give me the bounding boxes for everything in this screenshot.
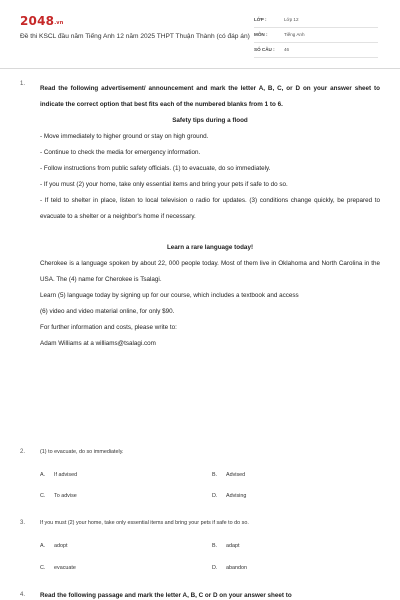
- passage-line: - Move immediately to higher ground or stay on high ground.: [40, 133, 209, 140]
- passage-2-title: Learn a rare language today!: [166, 244, 254, 251]
- question-number: 4.: [20, 592, 26, 598]
- passage-line: Cherokee is a language spoken by about 22, 000 people today. Most of them live in Oklahoma and North Carolina in the USA. The (4) name for Cherokee is Tsalagi.: [40, 260, 380, 283]
- option-c[interactable]: [40, 565, 76, 571]
- option-letter: C.: [40, 565, 46, 571]
- passage-1-title: Safety tips during a flood: [172, 117, 248, 124]
- meta-key: SỐ CÂU :: [254, 47, 275, 52]
- passage-line: Adam Williams at a williams@tsalagi.com: [40, 340, 156, 347]
- logo-suffix: .vn: [54, 20, 64, 26]
- question-1-body: [40, 81, 380, 352]
- page-header: [0, 0, 400, 66]
- option-letter: C.: [40, 493, 46, 499]
- option-b[interactable]: [212, 543, 240, 549]
- option-a[interactable]: [40, 543, 68, 549]
- question-number: 3.: [20, 520, 26, 526]
- meta-row-question-count: [254, 44, 378, 58]
- option-letter: B.: [212, 472, 218, 478]
- question-number: 1.: [20, 81, 26, 87]
- option-text: To advise: [54, 493, 77, 499]
- site-logo[interactable]: [20, 14, 64, 28]
- passage-line: - Follow instructions from public safety officials. (1) to evacuate, do so immediately.: [40, 165, 271, 172]
- option-text: abandon: [226, 565, 247, 571]
- question-2-text: (1) to evacuate, do so immediately.: [40, 449, 124, 455]
- header-divider: [0, 68, 400, 69]
- option-letter: D.: [212, 565, 218, 571]
- meta-key: LỚP :: [254, 17, 267, 22]
- option-b[interactable]: [212, 472, 245, 478]
- option-letter: A.: [40, 472, 46, 478]
- passage-line: (6) video and video material online, for only $90.: [40, 308, 175, 315]
- passage-line: Learn (5) language today by signing up for our course, which includes a textbook and access: [40, 292, 299, 299]
- meta-value: 46: [284, 47, 290, 52]
- option-letter: D.: [212, 493, 218, 499]
- option-text: If advised: [54, 472, 78, 478]
- meta-row-class: [254, 14, 378, 28]
- option-text: evacuate: [54, 565, 76, 571]
- option-text: adapt: [226, 543, 240, 549]
- passage-line: - Continue to check the media for emergency information.: [40, 149, 201, 156]
- meta-row-subject: [254, 29, 378, 43]
- instruction: Read the following advertisement/ announcement and mark the letter A, B, C, or D on your answer sheet to indicate the correct option that best fits each of the numbered blanks from 1 to 6.: [40, 85, 380, 108]
- option-d[interactable]: [212, 493, 246, 499]
- option-a[interactable]: [40, 472, 77, 478]
- option-text: adopt: [54, 543, 68, 549]
- option-text: Advised: [226, 472, 246, 478]
- question-number: 2.: [20, 449, 26, 455]
- question-3-text: If you must (2) your home, take only essential items and bring your pets if safe to do so.: [40, 520, 249, 526]
- option-d[interactable]: [212, 565, 247, 571]
- exam-title: Đề thi KSCL đầu năm Tiếng Anh 12 năm 2025 THPT Thuận Thành (có đáp án): [20, 33, 250, 40]
- passage-line: - If you must (2) your home, take only essential items and bring your pets if safe to do so.: [40, 181, 288, 188]
- passage-line: - If teld to shelter in place, listen to local television o radio for updates. (3) conditions change quickly, be prepared to evacuate to a shelter or a neighbor's home if necessary.: [40, 197, 380, 220]
- option-letter: B.: [212, 543, 218, 549]
- option-letter: A.: [40, 543, 46, 549]
- passage-line: For further information and costs, please write to:: [40, 324, 177, 331]
- question-4-text: Read the following passage and mark the letter A, B, C or D on your answer sheet to: [40, 592, 292, 599]
- option-text: Advising: [226, 493, 247, 499]
- meta-value: Tiếng Anh: [284, 32, 305, 37]
- spacer: [40, 225, 380, 240]
- meta-key: MÔN :: [254, 32, 268, 37]
- option-c[interactable]: [40, 493, 77, 499]
- meta-value: Lớp 12: [284, 17, 299, 22]
- logo-text: 2048: [20, 14, 55, 28]
